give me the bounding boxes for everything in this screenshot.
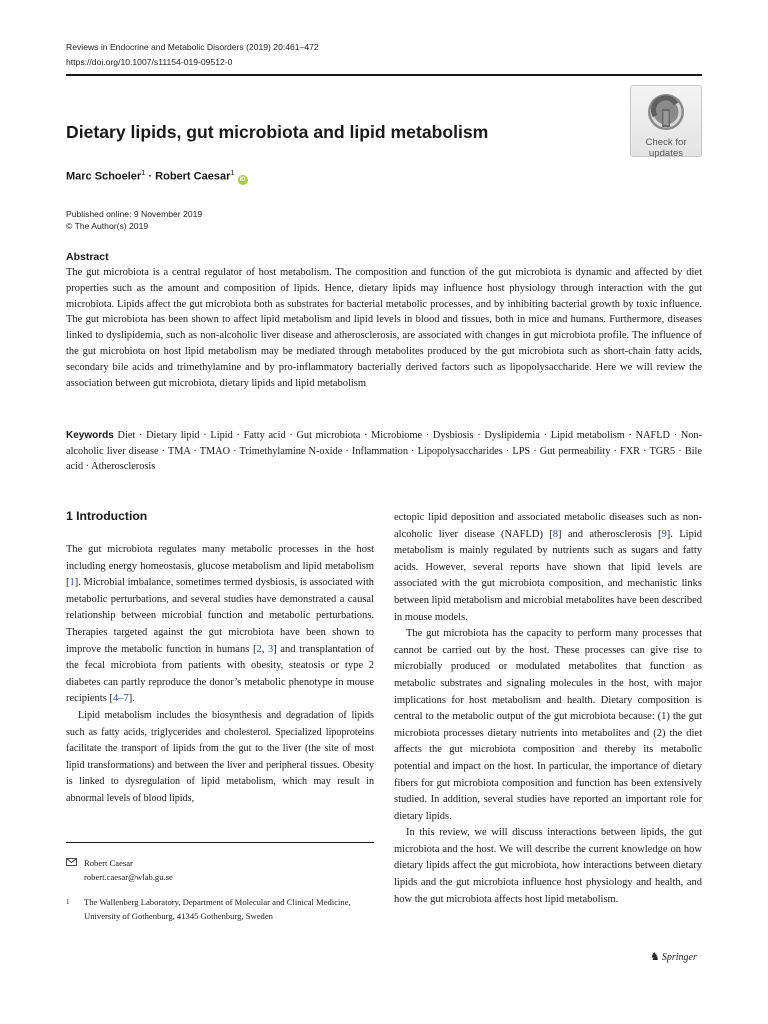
- publication-info: [66, 208, 202, 232]
- email-link[interactable]: robert.caesar@wlab.gu.se: [84, 871, 173, 882]
- journal-citation: Reviews in Endocrine and Metabolic Disorders (2019) 20:461–472: [66, 42, 319, 52]
- orcid-icon[interactable]: iD: [239, 176, 246, 183]
- author-list: [66, 168, 248, 185]
- published-date: Published online: 9 November 2019: [66, 209, 203, 219]
- citation-link[interactable]: 8: [552, 528, 559, 540]
- abstract-heading: Abstract: [66, 251, 109, 263]
- doi-link[interactable]: https://doi.org/10.1007/s11154-019-09512-0: [66, 57, 233, 67]
- affiliation-text: The Wallenberg Laboratory, Department of Molecular and Clinical Medicine, University of Gothenburg, 41345 Gothenburg, Sweden: [84, 897, 351, 921]
- paragraph: In this review, we will discuss interactions between lipids, the gut microbiota and the host. We will describe the current knowledge on how dietary lipids affect the gut microbiota, how interactions between dietary lipids and the gut microbiota influence host physiology and health, and how the gut microbiota affects host lipid metabolism.: [394, 827, 702, 905]
- body-column-right: [394, 510, 702, 908]
- springer-horse-icon: ♞: [650, 951, 660, 963]
- citation-link[interactable]: 1: [69, 577, 75, 589]
- author-name[interactable]: Marc Schoeler: [66, 170, 142, 183]
- citation-link[interactable]: 2: [256, 643, 262, 655]
- badge-line-2: updates: [648, 148, 684, 159]
- footnote-rule: [66, 842, 374, 843]
- section-heading: 1 Introduction: [66, 509, 148, 523]
- keywords: [66, 428, 702, 475]
- publisher-logo: [650, 950, 697, 963]
- affiliation-mark: 1: [141, 168, 146, 177]
- author-name[interactable]: Robert Caesar: [155, 170, 231, 183]
- paragraph: The gut microbiota regulates many metabolic processes in the host including energy homeostasis, glucose metabolism and lipid metabolism [1]. Microbial imbalance, sometimes termed dysbiosis, is associated with metabolic perturbations, and several studies have demonstrated a causal relationship between microbial function and metabolic perturbations. Therapies targeted against the gut microbiota have been shown to improve the metabolic function in humans [2, 3] and transplantation of the fecal microbiota from patients with obesity, steatosis or type 2 diabetes can partly reproduce the donor’s metabolic phenotype in mouse recipients [4–7].: [66, 544, 374, 705]
- abstract-text: The gut microbiota is a central regulator of host metabolism. The composition and function of the gut microbiota is dynamic and affected by diet properties such as the amount and composition of lipids. Hence, dietary lipids may influence host physiology through interaction with the gut microbiota. Lipids affect the gut microbiota both as substrates for bacterial metabolic processes, and by inhibiting bacterial growth by toxic influence. The gut microbiota has been shown to affect lipid metabolism and lipid levels in blood and tissues, both in mice and humans. Furthermore, diseases linked to dyslipidemia, such as non-alcoholic liver disease and atherosclerosis, are associated with changes in gut microbiota profile. The influence of the gut microbiota on host lipid metabolism may be mediated through metabolites produced by the gut microbiota such as short-chain fatty acids, secondary bile acids and trimethylamine and by pro-inflammatory bacterially derived factors such as lipopolysaccharide. Here we will review the association between gut microbiota, dietary lipids and lipid metabolism: [66, 267, 702, 389]
- author-separator: ·: [145, 170, 156, 183]
- badge-line-1: Check for: [645, 137, 687, 148]
- check-for-updates-badge[interactable]: [630, 85, 702, 157]
- keywords-label: Keywords: [66, 430, 114, 441]
- copyright: © The Author(s) 2019: [66, 221, 149, 231]
- footnotes: [66, 857, 374, 923]
- affiliation-mark: 1: [230, 168, 235, 177]
- body-column-left: [66, 542, 374, 808]
- publisher-name: Springer: [661, 952, 697, 963]
- paragraph: The gut microbiota has the capacity to perform many processes that cannot be carried out by the host. These processes can give rise to microbially produced or modulated metabolites that function as metabolic substrates and signaling molecules in the host, with major implications for host metabolism and health. Dietary composition is central to the metabolic output of the gut microbiota because: (1) the gut microbiota processes dietary nutrients into metabolites and (2) the diet affects the gut microbiota composition and thereby its metabolic potential and impact on the host. In particular, the importance of dietary fibers for gut microbiota composition and function has been extensively studied. In addition, several studies have reported an important role for dietary lipids.: [394, 628, 702, 822]
- citation-link[interactable]: 4–7: [112, 693, 129, 705]
- affiliation-footnote: [66, 896, 374, 923]
- keywords-list: Diet · Dietary lipid · Lipid · Fatty acid · Gut microbiota · Microbiome · Dysbiosis · Dyslipidemia · Lipid metabolism · NAFLD · Non-alcoholic liver disease · TMA · TMAO · Trimethylamine N-oxide · Inflammation · Lipopolysaccharides · LPS · Gut permeability · FXR · TGR5 · Bile acid · Atherosclerosis: [66, 430, 702, 473]
- journal-header: [66, 40, 319, 70]
- citation-link[interactable]: 9: [661, 528, 667, 540]
- affiliation-number: 1: [66, 898, 70, 906]
- citation-link[interactable]: 3: [267, 643, 274, 655]
- article-title: Dietary lipids, gut microbiota and lipid metabolism: [66, 122, 489, 142]
- envelope-icon: [66, 857, 84, 884]
- corresponding-name: Robert Caesar: [84, 858, 133, 868]
- paragraph: ectopic lipid deposition and associated metabolic diseases such as non-alcoholic liver disease (NAFLD) [8] and atherosclerosis [9]. Lipid metabolism is mainly regulated by nutrients such as sugars and fatty acids. However, several reports have shown that lipid levels are associated with the gut microbiota composition, and mechanistic links between lipid metabolism and microbial metabolites have been described in mouse models.: [394, 512, 702, 623]
- header-rule: [66, 74, 702, 76]
- corresponding-author: [66, 857, 374, 884]
- crossmark-icon: [646, 92, 686, 132]
- paragraph: Lipid metabolism includes the biosynthesis and degradation of lipids such as fatty acids, triglycerides and cholesterol. Specialized lipoproteins facilitate the transport of lipids from the gut to the liver (the site of most lipid transformations) and between the liver and peripheral tissues. Obesity is linked to dysregulation of lipid metabolism, which may result in abnormal levels of blood lipids,: [66, 709, 374, 804]
